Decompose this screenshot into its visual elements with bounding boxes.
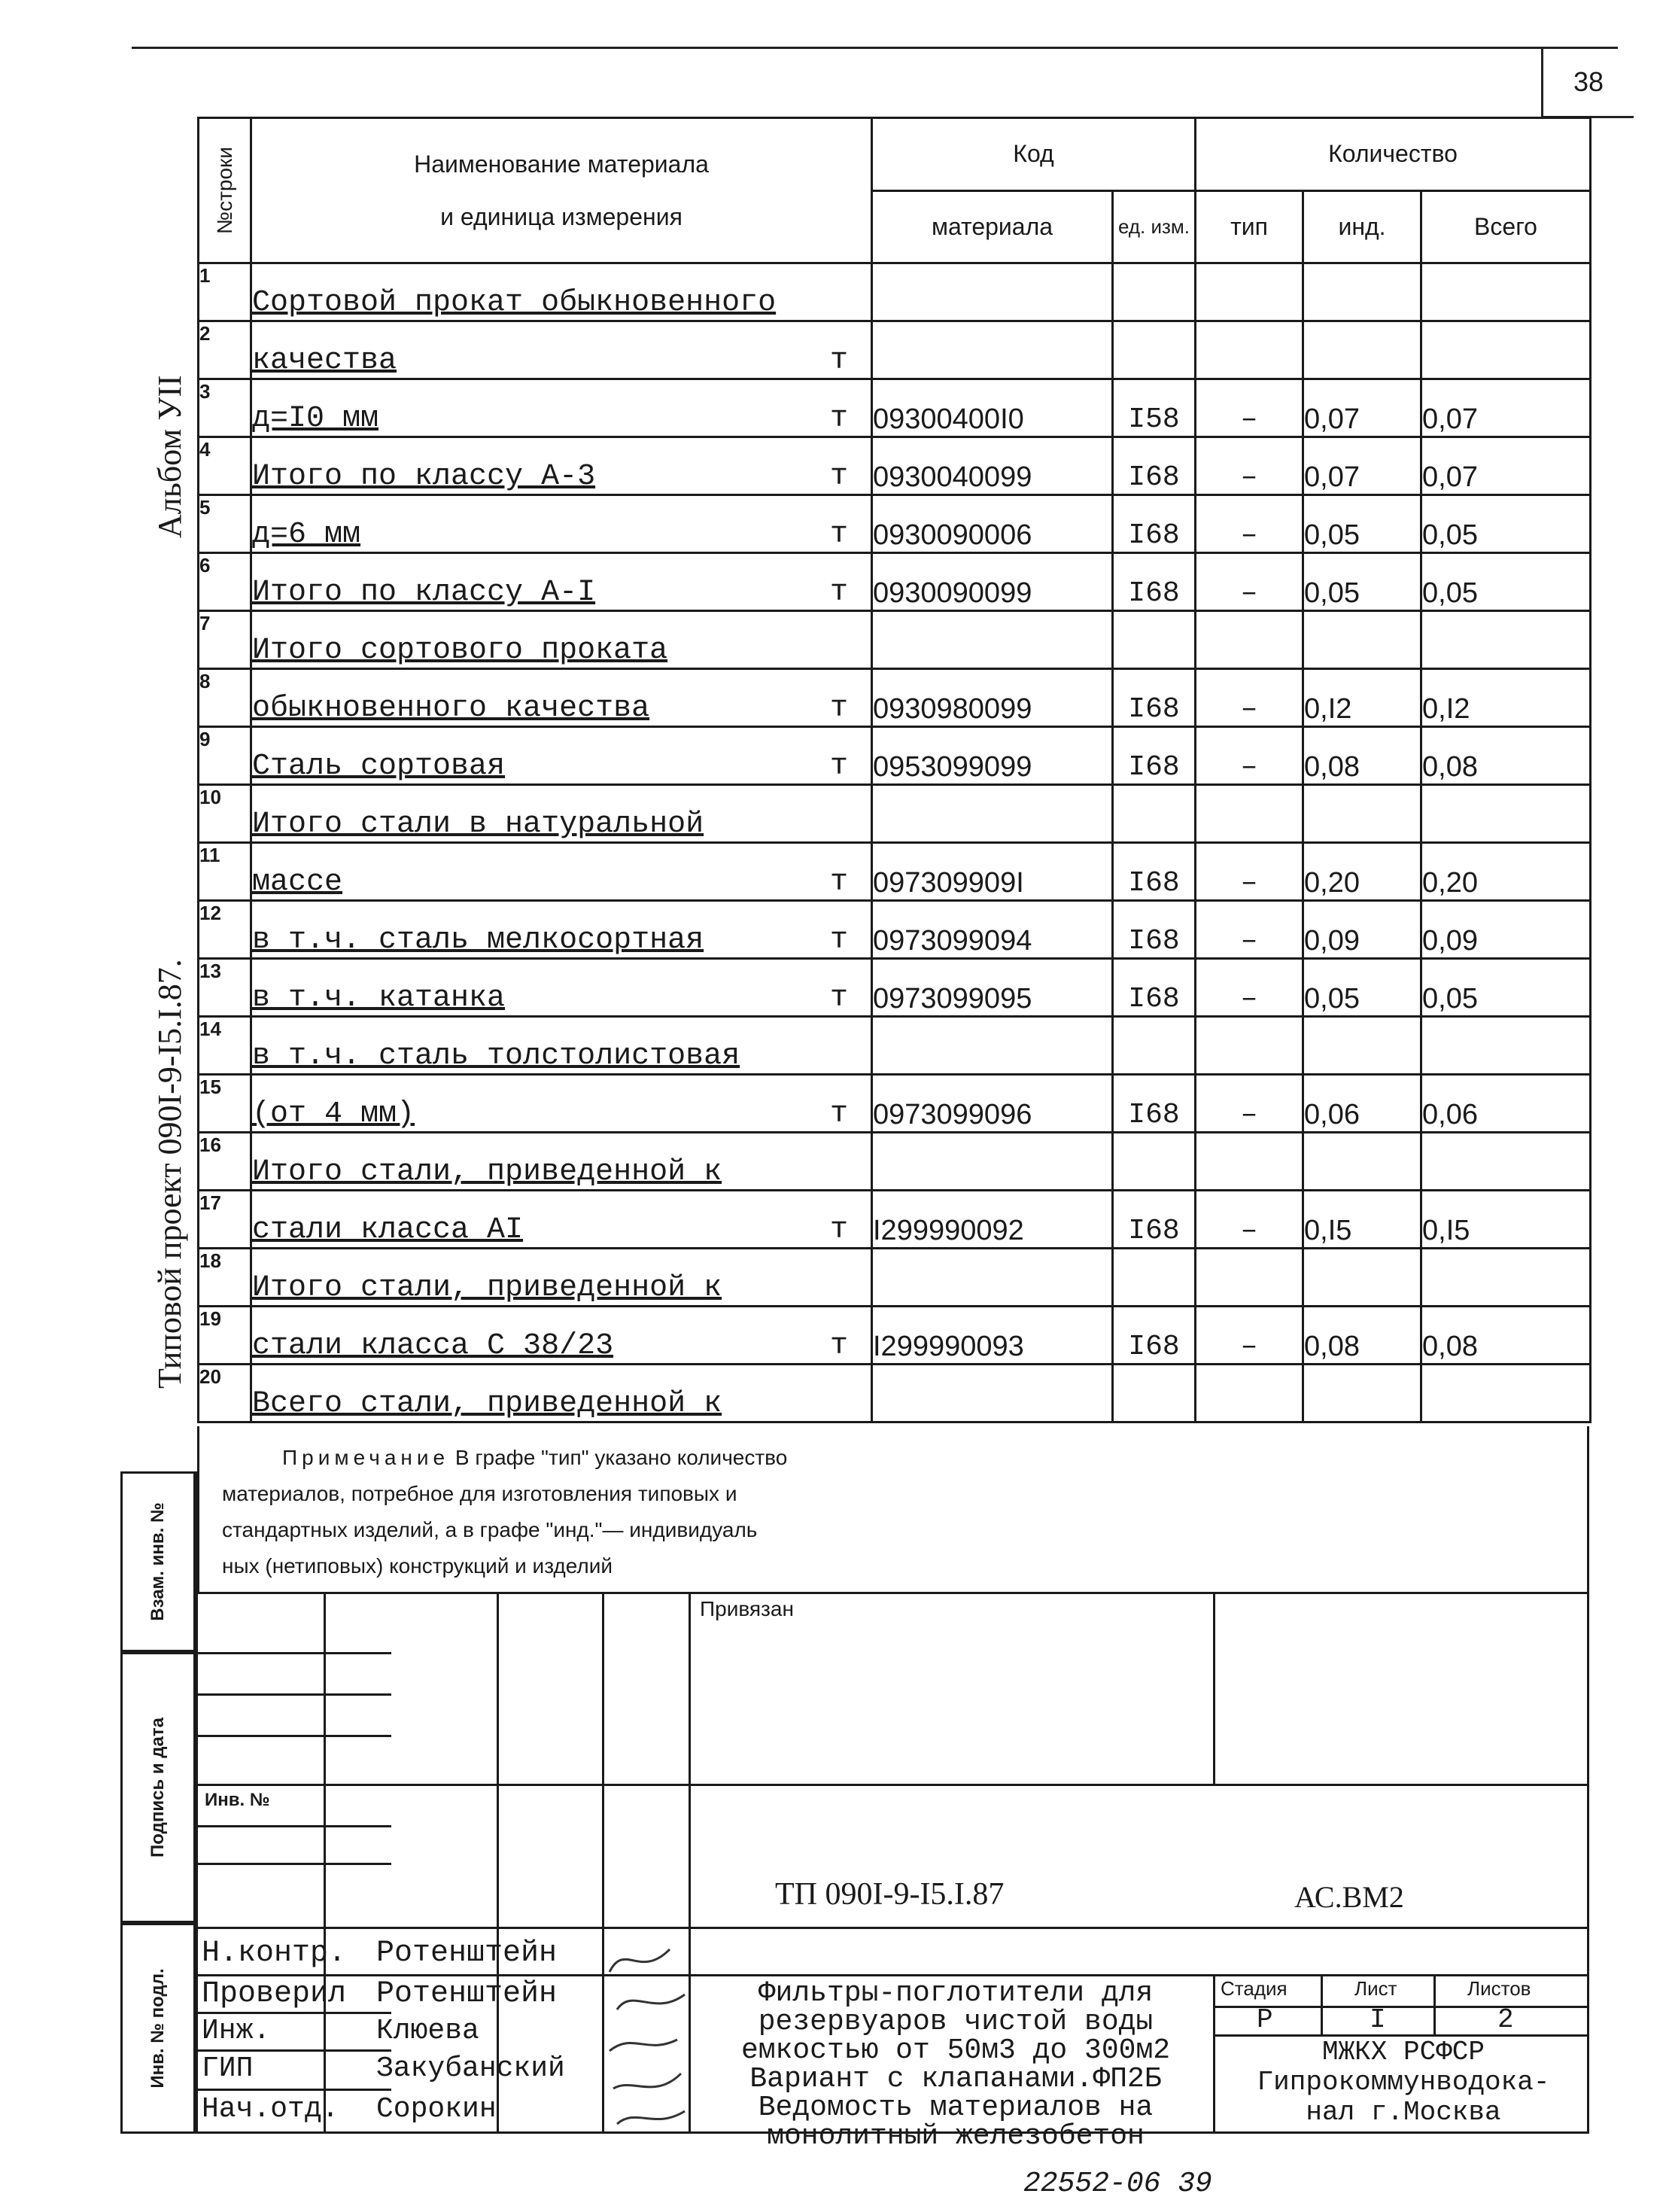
row-unit: т xyxy=(829,866,848,899)
row-material-code: 09300400I0 xyxy=(872,379,1113,437)
row-ind: 0,I5 xyxy=(1303,1191,1421,1249)
row-number: 7 xyxy=(199,611,251,669)
table-row xyxy=(199,553,1591,611)
row-number: 5 xyxy=(199,495,251,553)
row-ind xyxy=(1303,611,1421,669)
row-total xyxy=(1421,1133,1591,1191)
doc-code: ТП 090I-9-I5.I.87 xyxy=(775,1877,1005,1912)
row-unit-code: I68 xyxy=(1113,1191,1196,1249)
row-ind xyxy=(1303,1365,1421,1422)
row-type xyxy=(1196,785,1303,843)
row-material-code xyxy=(872,263,1113,321)
row-name xyxy=(251,495,872,553)
table-row xyxy=(199,1191,1591,1249)
row-type: – xyxy=(1196,843,1303,901)
row-name xyxy=(251,1365,872,1422)
row-name xyxy=(251,1075,872,1133)
row-name-text: Итого сортового проката xyxy=(252,634,668,668)
header-unit-code: ед. изм. xyxy=(1113,190,1196,263)
row-number: 11 xyxy=(199,843,251,901)
row-total: 0,09 xyxy=(1421,901,1591,959)
row-name xyxy=(251,785,872,843)
row-unit-code: I58 xyxy=(1113,379,1196,437)
row-name xyxy=(251,669,872,727)
sheets-value: 2 xyxy=(1497,2004,1514,2035)
row-unit-code xyxy=(1113,1365,1196,1422)
row-ind: 0,06 xyxy=(1303,1075,1421,1133)
name-norm-control: Ротенштейн xyxy=(376,1937,558,1970)
row-name xyxy=(251,959,872,1017)
side-label-signature xyxy=(120,1652,196,1923)
table-row xyxy=(199,1307,1591,1365)
row-name-text: (от 4 мм) xyxy=(252,1097,415,1131)
row-name xyxy=(251,611,872,669)
row-name xyxy=(251,1017,872,1075)
row-unit-code: I68 xyxy=(1113,1307,1196,1365)
row-unit-code xyxy=(1113,611,1196,669)
row-name xyxy=(251,321,872,379)
header-name-line2: и единица измерения xyxy=(440,203,683,230)
row-name-text: Итого стали, приведенной к xyxy=(252,1271,722,1305)
name-checked: Ротенштейн xyxy=(376,1977,558,2011)
row-number: 4 xyxy=(199,437,251,495)
row-ind xyxy=(1303,321,1421,379)
sheet-label: Лист xyxy=(1354,1977,1397,2000)
row-name-text: стали класса С 38/23 xyxy=(252,1329,614,1363)
row-unit-code: I68 xyxy=(1113,669,1196,727)
sheet-value: I xyxy=(1370,2004,1386,2035)
row-unit-code xyxy=(1113,785,1196,843)
note-line2: материалов, потребное для изготовления типовых и xyxy=(222,1482,737,1505)
header-material-code: материала xyxy=(872,190,1113,263)
table-row xyxy=(199,379,1591,437)
row-unit: т xyxy=(829,750,848,783)
row-total: 0,05 xyxy=(1421,959,1591,1017)
header-name xyxy=(251,118,872,263)
row-ind: 0,08 xyxy=(1303,727,1421,785)
row-ind xyxy=(1303,263,1421,321)
row-unit: т xyxy=(829,460,848,494)
row-unit: т xyxy=(829,518,848,552)
row-name xyxy=(251,901,872,959)
organization-line3: нал г.Москва xyxy=(1306,2097,1501,2128)
row-name-text: Итого по классу А-I xyxy=(252,576,596,610)
side-label-replacement xyxy=(120,1471,196,1652)
row-ind: 0,07 xyxy=(1303,437,1421,495)
row-unit-code: I68 xyxy=(1113,843,1196,901)
row-ind: 0,20 xyxy=(1303,843,1421,901)
row-total xyxy=(1421,263,1591,321)
row-material-code: 0930090006 xyxy=(872,495,1113,553)
organization xyxy=(1219,2037,1588,2128)
name-chief-engineer: Закубанский xyxy=(376,2052,565,2085)
table-row xyxy=(199,1365,1591,1422)
row-name xyxy=(251,1249,872,1307)
row-unit-code xyxy=(1113,321,1196,379)
row-type: – xyxy=(1196,1075,1303,1133)
role-department-head: Нач.отд. xyxy=(202,2093,339,2125)
row-unit-code: I68 xyxy=(1113,1075,1196,1133)
header-row-number-text: №строки xyxy=(212,147,236,234)
row-number: 16 xyxy=(199,1133,251,1191)
row-name-text: стали класса АI xyxy=(252,1213,524,1247)
row-type: – xyxy=(1196,959,1303,1017)
row-name-text: качества xyxy=(252,344,397,378)
row-name-text: в т.ч. сталь мелкосортная xyxy=(252,923,704,957)
row-name-text: Итого стали в натуральной xyxy=(252,808,704,841)
row-material-code xyxy=(872,1249,1113,1307)
row-name xyxy=(251,727,872,785)
description-line1: Фильтры-поглотители для xyxy=(758,1977,1154,2010)
row-material-code: 0973099095 xyxy=(872,959,1113,1017)
row-material-code: 0930980099 xyxy=(872,669,1113,727)
row-type: – xyxy=(1196,727,1303,785)
row-name-text: д=I0 мм xyxy=(252,402,379,436)
side-label-inventory xyxy=(120,1923,196,2134)
description-line4: Вариант с клапанами.ФП2Б xyxy=(749,2063,1162,2095)
table-row xyxy=(199,263,1591,321)
row-total: 0,20 xyxy=(1421,843,1591,901)
row-type xyxy=(1196,321,1303,379)
row-name-text: в т.ч. катанка xyxy=(252,981,506,1015)
row-total xyxy=(1421,321,1591,379)
row-type xyxy=(1196,1017,1303,1075)
row-material-code xyxy=(872,1133,1113,1191)
row-total: 0,05 xyxy=(1421,495,1591,553)
role-engineer: Инж. xyxy=(202,2015,271,2047)
row-total xyxy=(1421,611,1591,669)
title-block xyxy=(120,1471,1589,2164)
name-engineer: Клюева xyxy=(376,2015,479,2047)
row-total xyxy=(1421,1365,1591,1422)
row-number: 20 xyxy=(199,1365,251,1422)
row-number: 17 xyxy=(199,1191,251,1249)
row-unit-code xyxy=(1113,1249,1196,1307)
row-type xyxy=(1196,1249,1303,1307)
side-label-inventory-text: Инв. № подл. xyxy=(147,1968,168,2089)
organization-line1: МЖКХ РСФСР xyxy=(1321,2037,1485,2067)
page-number-text: 38 xyxy=(1573,66,1604,97)
row-number: 9 xyxy=(199,727,251,785)
row-material-code: 0973099096 xyxy=(872,1075,1113,1133)
stage-value: Р xyxy=(1257,2004,1273,2035)
note-title: Примечание xyxy=(282,1446,450,1469)
table-row xyxy=(199,611,1591,669)
row-name xyxy=(251,437,872,495)
header-row-number xyxy=(199,118,251,263)
row-number: 14 xyxy=(199,1017,251,1075)
row-name xyxy=(251,263,872,321)
table-row xyxy=(199,727,1591,785)
row-ind xyxy=(1303,785,1421,843)
row-ind: 0,08 xyxy=(1303,1307,1421,1365)
row-unit-code xyxy=(1113,1017,1196,1075)
row-name-text: Итого по классу А-3 xyxy=(252,460,596,494)
row-total: 0,07 xyxy=(1421,437,1591,495)
row-number: 12 xyxy=(199,901,251,959)
row-name-text: в т.ч. сталь толстолистовая xyxy=(252,1039,740,1073)
note-line4: ных (нетиповых) конструкций и изделий xyxy=(222,1554,613,1578)
row-material-code xyxy=(872,321,1113,379)
row-unit: т xyxy=(829,576,848,610)
row-ind: 0,07 xyxy=(1303,379,1421,437)
table-row xyxy=(199,321,1591,379)
row-unit-code xyxy=(1113,1133,1196,1191)
row-total: 0,06 xyxy=(1421,1075,1591,1133)
row-total xyxy=(1421,1017,1591,1075)
role-checked: Проверил xyxy=(202,1977,347,2011)
footer-code: 22552-06 39 xyxy=(1023,2168,1212,2200)
row-number: 19 xyxy=(199,1307,251,1365)
table-row xyxy=(199,1075,1591,1133)
album-label: Альбом УII xyxy=(151,375,188,538)
row-name-text: массе xyxy=(252,866,343,899)
row-material-code: 0953099099 xyxy=(872,727,1113,785)
row-type: – xyxy=(1196,1191,1303,1249)
attached-label: Привязан xyxy=(700,1597,794,1620)
row-material-code: 0930090099 xyxy=(872,553,1113,611)
sheets-label: Листов xyxy=(1467,1977,1531,2000)
note-line3: стандартных изделий, а в графе "инд."— индивидуаль xyxy=(222,1518,758,1541)
description xyxy=(707,1979,1204,2151)
table-row xyxy=(199,1133,1591,1191)
description-line5: Ведомость материалов на xyxy=(758,2092,1154,2124)
row-name xyxy=(251,1191,872,1249)
row-total: 0,I5 xyxy=(1421,1191,1591,1249)
row-name-text: Сталь сортовая xyxy=(252,750,506,783)
signature-marks xyxy=(602,1927,692,2131)
description-line2: резервуаров чистой воды xyxy=(758,2006,1154,2038)
row-ind: 0,05 xyxy=(1303,495,1421,553)
row-total: 0,05 xyxy=(1421,553,1591,611)
row-material-code: 0930040099 xyxy=(872,437,1113,495)
header-total: Всего xyxy=(1421,190,1591,263)
row-number: 15 xyxy=(199,1075,251,1133)
row-material-code xyxy=(872,785,1113,843)
row-name xyxy=(251,1307,872,1365)
row-unit-code: I68 xyxy=(1113,495,1196,553)
row-unit: т xyxy=(829,692,848,726)
row-type: – xyxy=(1196,379,1303,437)
row-name-text: обыкновенного качества xyxy=(252,692,650,726)
row-number: 1 xyxy=(199,263,251,321)
page-number xyxy=(1541,48,1634,118)
table-row xyxy=(199,669,1591,727)
row-name-text: д=6 мм xyxy=(252,518,361,552)
row-name xyxy=(251,379,872,437)
row-type xyxy=(1196,263,1303,321)
row-number: 8 xyxy=(199,669,251,727)
row-unit: т xyxy=(829,344,848,378)
role-chief-engineer: ГИП xyxy=(202,2052,254,2085)
row-type xyxy=(1196,1133,1303,1191)
stage-label: Стадия xyxy=(1221,1977,1288,2000)
row-type: – xyxy=(1196,1307,1303,1365)
row-type: – xyxy=(1196,495,1303,553)
description-line3: емкостью от 50м3 до 300м2 xyxy=(740,2034,1171,2067)
row-ind xyxy=(1303,1249,1421,1307)
row-ind: 0,I2 xyxy=(1303,669,1421,727)
row-name xyxy=(251,843,872,901)
row-unit: т xyxy=(829,1329,848,1363)
row-material-code: 0973099094 xyxy=(872,901,1113,959)
row-name-text: Сортовой прокат обыкновенного xyxy=(252,286,777,320)
row-unit: т xyxy=(829,402,848,436)
row-unit: т xyxy=(829,981,848,1015)
row-unit-code: I68 xyxy=(1113,437,1196,495)
header-quantity: Количество xyxy=(1196,118,1591,191)
row-ind xyxy=(1303,1133,1421,1191)
row-type: – xyxy=(1196,669,1303,727)
row-total: 0,08 xyxy=(1421,727,1591,785)
table-row xyxy=(199,843,1591,901)
row-unit-code: I68 xyxy=(1113,959,1196,1017)
side-label-replacement-text: Взам. инв. № xyxy=(147,1502,168,1621)
top-border-line xyxy=(132,47,1618,49)
row-total: 0,07 xyxy=(1421,379,1591,437)
materials-table xyxy=(197,117,1589,1426)
table-row xyxy=(199,901,1591,959)
row-number: 2 xyxy=(199,321,251,379)
row-unit: т xyxy=(829,923,848,957)
row-total: 0,I2 xyxy=(1421,669,1591,727)
row-name xyxy=(251,1133,872,1191)
row-name-text: Итого стали, приведенной к xyxy=(252,1155,722,1189)
row-number: 10 xyxy=(199,785,251,843)
row-total xyxy=(1421,1249,1591,1307)
row-ind xyxy=(1303,1017,1421,1075)
row-material-code: 097309909I xyxy=(872,843,1113,901)
note-line1: В графе "тип" указано количество xyxy=(449,1446,788,1469)
row-number: 13 xyxy=(199,959,251,1017)
row-material-code xyxy=(872,611,1113,669)
header-name-line1: Наименование материала xyxy=(414,151,709,178)
table-row xyxy=(199,495,1591,553)
row-material-code: I299990093 xyxy=(872,1307,1113,1365)
table-row xyxy=(199,1017,1591,1075)
organization-line2: Гипрокоммунводока- xyxy=(1257,2067,1550,2098)
row-type: – xyxy=(1196,553,1303,611)
row-material-code: I299990092 xyxy=(872,1191,1113,1249)
row-type: – xyxy=(1196,437,1303,495)
row-unit-code: I68 xyxy=(1113,901,1196,959)
description-line6: монолитный железобетон xyxy=(767,2120,1145,2153)
doc-mark: АС.ВМ2 xyxy=(1294,1880,1404,1914)
row-unit: т xyxy=(829,1097,848,1131)
row-unit-code: I68 xyxy=(1113,727,1196,785)
row-total xyxy=(1421,785,1591,843)
row-unit: т xyxy=(829,1213,848,1247)
header-type: тип xyxy=(1196,190,1303,263)
row-unit-code: I68 xyxy=(1113,553,1196,611)
row-number: 18 xyxy=(199,1249,251,1307)
row-name xyxy=(251,553,872,611)
header-ind: инд. xyxy=(1303,190,1421,263)
header-code: Код xyxy=(872,118,1196,191)
row-number: 6 xyxy=(199,553,251,611)
side-label-signature-text: Подпись и дата xyxy=(147,1718,168,1858)
table-row xyxy=(199,959,1591,1017)
table-row xyxy=(199,437,1591,495)
row-material-code xyxy=(872,1017,1113,1075)
row-number: 3 xyxy=(199,379,251,437)
row-ind: 0,05 xyxy=(1303,959,1421,1017)
row-material-code xyxy=(872,1365,1113,1422)
row-name-text: Всего стали, приведенной к xyxy=(252,1387,722,1421)
table-row xyxy=(199,785,1591,843)
role-norm-control: Н.контр. xyxy=(202,1937,347,1970)
row-total: 0,08 xyxy=(1421,1307,1591,1365)
project-label: Типовой проект 090I-9-I5.I.87. xyxy=(151,959,188,1389)
row-ind: 0,05 xyxy=(1303,553,1421,611)
row-type xyxy=(1196,1365,1303,1422)
row-type: – xyxy=(1196,901,1303,959)
inv-no-label: Инв. № xyxy=(205,1790,270,1810)
name-department-head: Сорокин xyxy=(376,2093,497,2125)
row-type xyxy=(1196,611,1303,669)
row-unit-code xyxy=(1113,263,1196,321)
table-row xyxy=(199,1249,1591,1307)
row-ind: 0,09 xyxy=(1303,901,1421,959)
